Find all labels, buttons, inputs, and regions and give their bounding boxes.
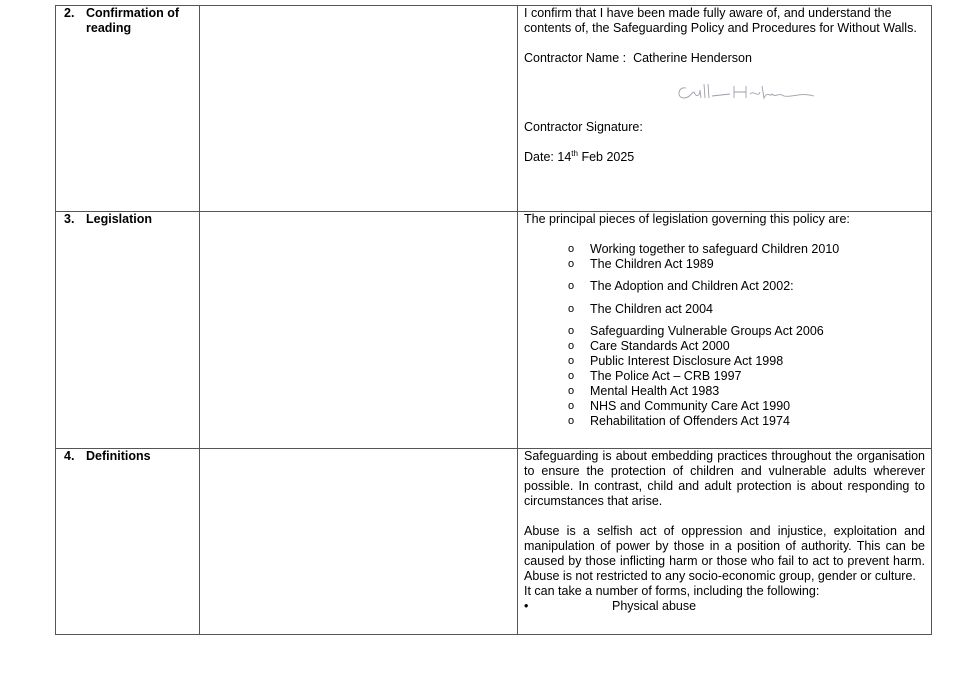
list-item: o Rehabilitation of Offenders Act 1974 [568, 414, 925, 429]
contractor-name: Catherine Henderson [633, 51, 752, 65]
list-item: o The Adoption and Children Act 2002: [568, 279, 925, 294]
bullet-icon: • [524, 599, 529, 613]
empty-cell [200, 6, 518, 212]
section-content [518, 449, 932, 635]
section-number: 3. [64, 212, 75, 226]
signature-image [674, 78, 834, 108]
section-title: Legislation [86, 212, 152, 226]
abuse-definition: Abuse is a selfish act of oppression and injustice, exploitation and manipulation of power by those in a position of authority. This can be caused by those inflicting harm or those who fail to act to prevent harm. Abuse is not restricted to any socio-economic group, gender or culture. [524, 524, 925, 583]
bullet-item [524, 599, 925, 614]
bullet-text: Physical abuse [612, 599, 697, 613]
legislation-intro: The principal pieces of legislation governing this policy are: [524, 212, 850, 226]
list-item: o Working together to safeguard Children 2010 [568, 242, 925, 257]
legislation-list [524, 242, 925, 429]
section-number: 4. [64, 449, 75, 463]
table-row [56, 449, 932, 635]
date-day: 14 [557, 150, 572, 164]
section-title: Confirmation of reading [86, 6, 180, 35]
section-title: Definitions [86, 449, 151, 463]
date-label: Date: [524, 150, 554, 164]
list-item: o Mental Health Act 1983 [568, 384, 925, 399]
empty-cell [200, 212, 518, 449]
section-heading [56, 212, 200, 449]
contractor-name-label: Contractor Name : [524, 51, 627, 65]
list-item: o NHS and Community Care Act 1990 [568, 399, 925, 414]
section-heading [56, 449, 200, 635]
confirmation-text: I confirm that I have been made fully aware of, and understand the contents of, the Safeguarding Policy and Procedures for Without Walls. [524, 6, 917, 35]
date-suffix: th [571, 148, 578, 158]
list-item: o The Police Act – CRB 1997 [568, 369, 925, 384]
section-content [518, 6, 932, 212]
section-number: 2. [64, 6, 75, 20]
list-item: o Care Standards Act 2000 [568, 339, 925, 354]
contractor-name-line [524, 51, 925, 66]
list-item: o Safeguarding Vulnerable Groups Act 2006 [568, 324, 925, 339]
date-rest: Feb 2025 [581, 150, 635, 164]
signature-label: Contractor Signature: [524, 120, 643, 134]
list-item: o Public Interest Disclosure Act 1998 [568, 354, 925, 369]
policy-table [55, 5, 932, 635]
table-row [56, 6, 932, 212]
list-item: o The Children Act 1989 [568, 257, 925, 272]
abuse-forms-intro: It can take a number of forms, including the following: [524, 584, 820, 598]
safeguarding-definition: Safeguarding is about embedding practices throughout the organisation to ensure the protection of children and vulnerable adults wherever possible. In contrast, child and adult protection is about responding to circumstances that arise. [524, 449, 925, 508]
section-heading [56, 6, 200, 212]
empty-cell [200, 449, 518, 635]
table-row [56, 212, 932, 449]
section-content [518, 212, 932, 449]
date-line [524, 150, 925, 165]
list-item: o The Children act 2004 [568, 302, 925, 317]
